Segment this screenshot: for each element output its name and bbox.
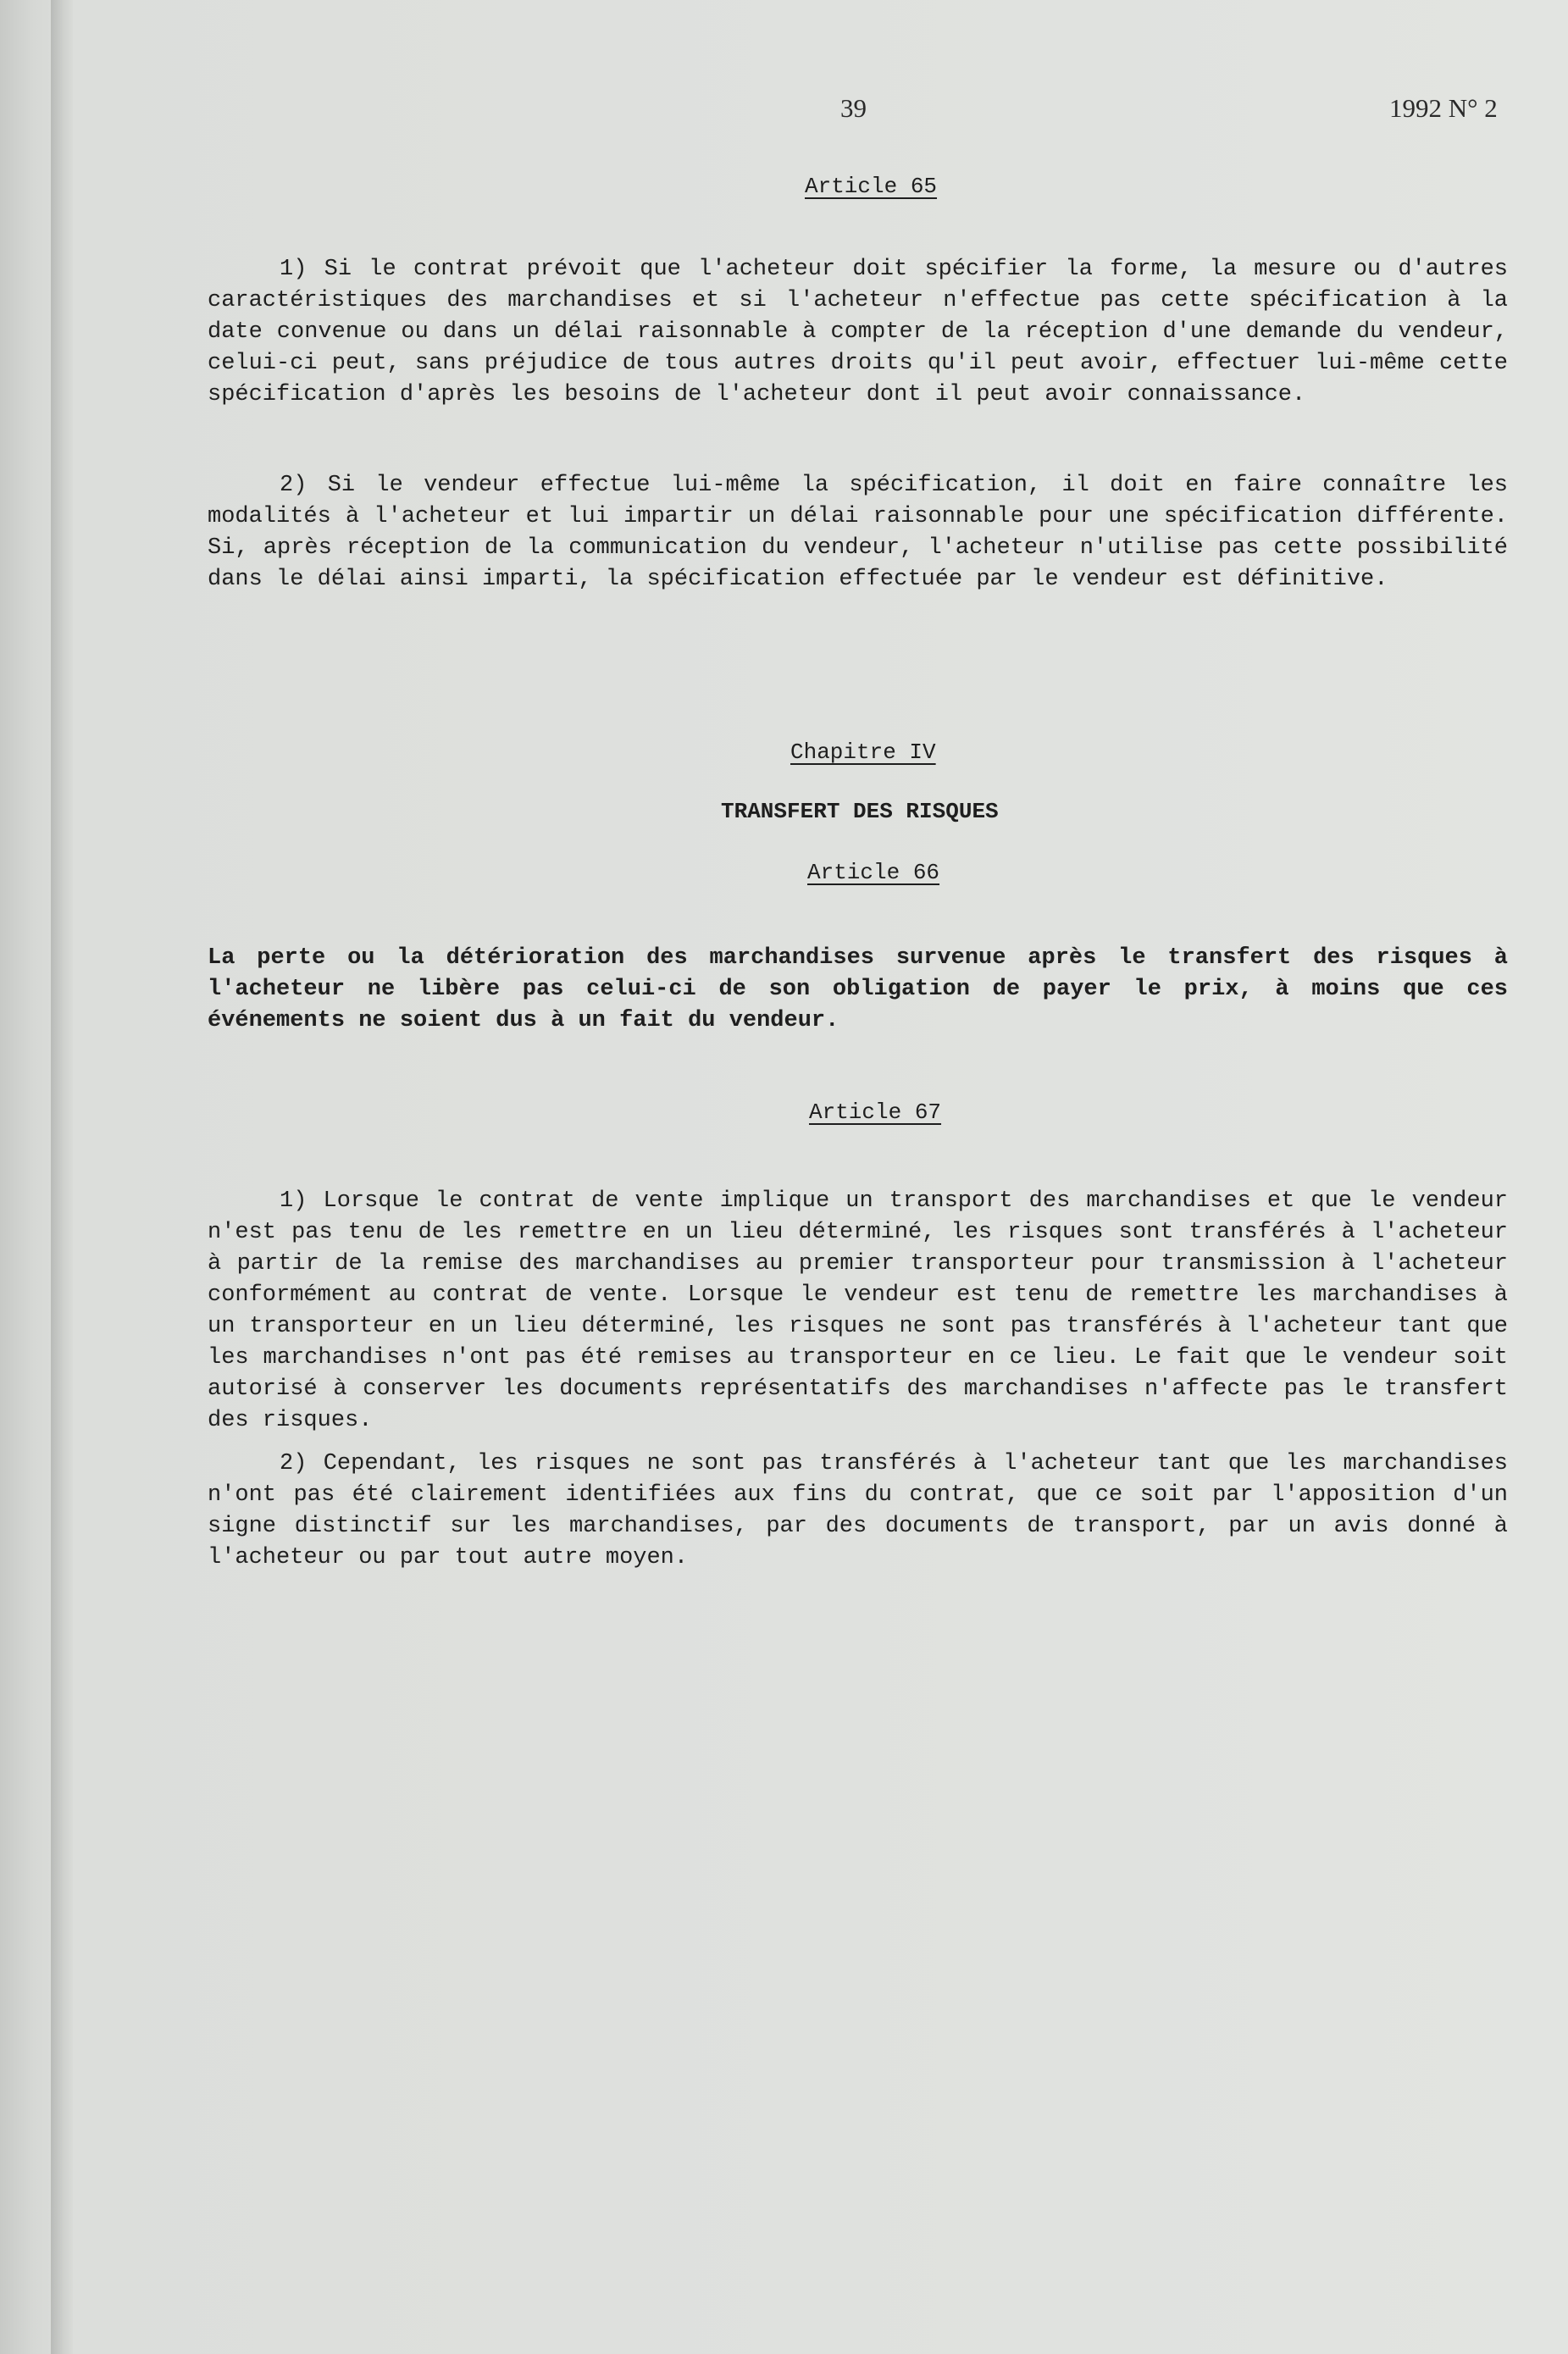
article-66-paragraph: La perte ou la détérioration des marchandises survenue après le transfert des risques à l'acheteur ne libère pas celui-ci de son obligation de payer le prix, à moins que ces événements ne soient dus à un fait du vendeur. (208, 945, 1508, 1033)
article-65-paragraph-2: 2) Si le vendeur effectue lui-même la spécification, il doit en faire connaître les modalités à l'acheteur et lui impartir un délai raisonnable pour une spécification différente. Si, après réception de la communication du vendeur, l'acheteur n'utilise pas cette possibilité dans le délai ainsi imparti, la spécification effectuée par le vendeur est définitive. (208, 473, 1508, 592)
article-66-heading: Article 66 (807, 860, 940, 885)
chapter-heading: Chapitre IV (790, 739, 936, 765)
article-65-paragraph-1: 1) Si le contrat prévoit que l'acheteur doit spécifier la forme, la mesure ou d'autres caractéristiques des marchandises et si l'acheteur n'effectue pas cette spécification à la date convenue ou dans un délai raisonnable à compter de la réception d'une demande du vendeur, celui-ci peut, sans préjudice de tous autres droits qu'il peut avoir, effectuer lui-même cette spécification d'après les besoins de l'acheteur dont il peut avoir connaissance. (208, 257, 1508, 407)
chapter-subtitle: TRANSFERT DES RISQUES (721, 799, 999, 824)
article-67-paragraph-2: 2) Cependant, les risques ne sont pas transférés à l'acheteur tant que les marchandises n'ont pas été clairement identifiées aux fins du contrat, que ce soit par l'apposition d'un signe distinctif sur les marchandises, par des documents de transport, par un avis donné à l'acheteur ou par tout autre moyen. (208, 1451, 1508, 1570)
page-number: 39 (840, 93, 867, 123)
article-65-heading: Article 65 (805, 174, 938, 199)
article-67-heading: Article 67 (809, 1099, 942, 1125)
gazette-reference: 1992 N° 2 (1389, 93, 1498, 123)
page-binding-shadow (51, 0, 73, 2354)
article-67-paragraph-1: 1) Lorsque le contrat de vente implique un transport des marchandises et que le vendeur n'est pas tenu de les remettre en un lieu déterminé, les risques sont transférés à l'acheteur à partir de la remise des marchandises au premier transporteur pour transmission à l'acheteur conformément au contrat de vente. Lorsque le vendeur est tenu de remettre les marchandises à un transporteur en un lieu déterminé, les risques ne sont pas transférés à l'acheteur tant que les marchandises n'ont pas été remises au transporteur en ce lieu. Le fait que le vendeur soit autorisé à conserver les documents représentatifs des marchandises n'affecte pas le transfert des risques. (208, 1188, 1508, 1433)
